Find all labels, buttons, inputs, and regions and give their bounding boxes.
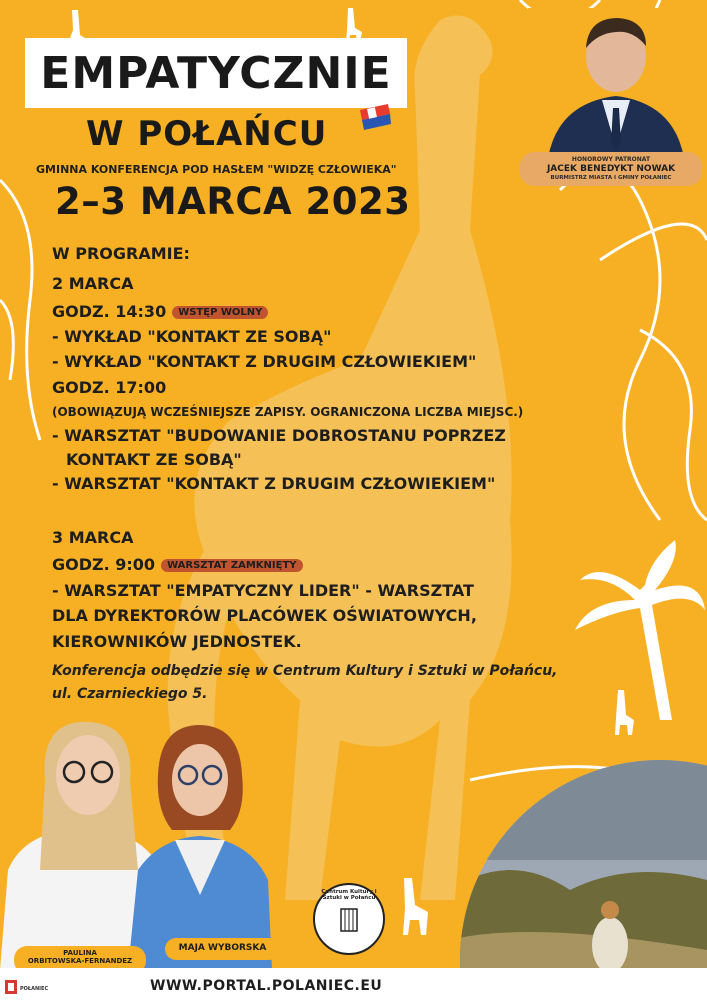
speaker2-portrait-icon (128, 725, 272, 970)
speaker1-name-line2: ORBITOWSKA-FERNANDEZ (27, 957, 133, 965)
footer-logo-text: POŁANIEC (20, 986, 49, 992)
patron-name: JACEK BENEDYKT NOWAK (546, 164, 676, 174)
day2-time1 (52, 555, 303, 574)
day1-item2: - WYKŁAD "KONTAKT Z DRUGIM CZŁOWIEKIEM" (52, 352, 477, 371)
speaker2-tag (165, 938, 280, 960)
palm-tree (575, 540, 705, 720)
day2-time1-text: GODZ. 9:00 (52, 555, 156, 574)
event-title: EMPATYCZNIE (40, 47, 392, 99)
free-entry-badge: WSTĘP WOLNY (172, 306, 268, 319)
website-link[interactable]: WWW.PORTAL.POLANIEC.EU (150, 978, 383, 994)
stamp-text: Centrum Kultury i Sztuki w Połańcu (321, 889, 377, 901)
closed-workshop-badge: WARSZTAT ZAMKNIĘTY (161, 559, 302, 572)
day2-item1b: DLA DYREKTORÓW PLACÓWEK OŚWIATOWYCH, (52, 606, 477, 625)
day1-note: (OBOWIĄZUJĄ WCZEŚNIEJSZE ZAPISY. OGRANICZONA LICZBA MIEJSC.) (52, 405, 524, 419)
title-box (25, 38, 407, 108)
polaniec-flag-icon (358, 102, 392, 132)
day1-item3b: KONTAKT ZE SOBĄ" (66, 450, 242, 469)
day1-date: 2 MARCA (52, 274, 134, 293)
venue-line2: ul. Czarnieckiego 5. (52, 686, 208, 702)
patron-label: HONOROWY PATRONAT (571, 156, 651, 163)
speakers-photo (0, 720, 320, 970)
speaker2-name: MAJA WYBORSKA (178, 943, 267, 953)
patron-portrait-icon (528, 8, 704, 158)
day1-time2: GODZ. 17:00 (52, 378, 167, 397)
day1-time1 (52, 302, 268, 321)
patron-role: BURMISTRZ MIASTA I GMINY POŁANIEC (550, 175, 672, 181)
event-dates: 2–3 MARCA 2023 (55, 180, 411, 223)
day2-item1c: KIEROWNIKÓW JEDNOSTEK. (52, 632, 302, 651)
day1-item3a: - WARSZTAT "BUDOWANIE DOBROSTANU POPRZEZ (52, 426, 506, 445)
venue-line1: Konferencja odbędzie się w Centrum Kultury i Sztuki w Połańcu, (52, 663, 558, 679)
ckis-stamp (313, 883, 385, 955)
day1-item1: - WYKŁAD "KONTAKT ZE SOBĄ" (52, 327, 332, 346)
patron-photo (528, 8, 704, 158)
speaker1-name-line1: PAULINA (63, 949, 97, 957)
patron-tag (520, 152, 702, 186)
event-location-title: W POŁAŃCU (86, 114, 328, 154)
day2-date: 3 MARCA (52, 528, 134, 547)
venue-info (52, 660, 572, 706)
day1-time1-text: GODZ. 14:30 (52, 302, 167, 321)
program-heading: W PROGRAMIE: (52, 244, 190, 263)
day2-item1a: - WARSZTAT "EMPATYCZNY LIDER" - WARSZTAT (52, 581, 474, 600)
day1-item4: - WARSZTAT "KONTAKT Z DRUGIM CZŁOWIEKIEM" (52, 474, 496, 493)
landscape-photo (450, 740, 707, 1000)
conference-subtitle: GMINNA KONFERENCJA POD HASŁEM "WIDZĘ CZŁOWIEKA" (36, 163, 397, 176)
